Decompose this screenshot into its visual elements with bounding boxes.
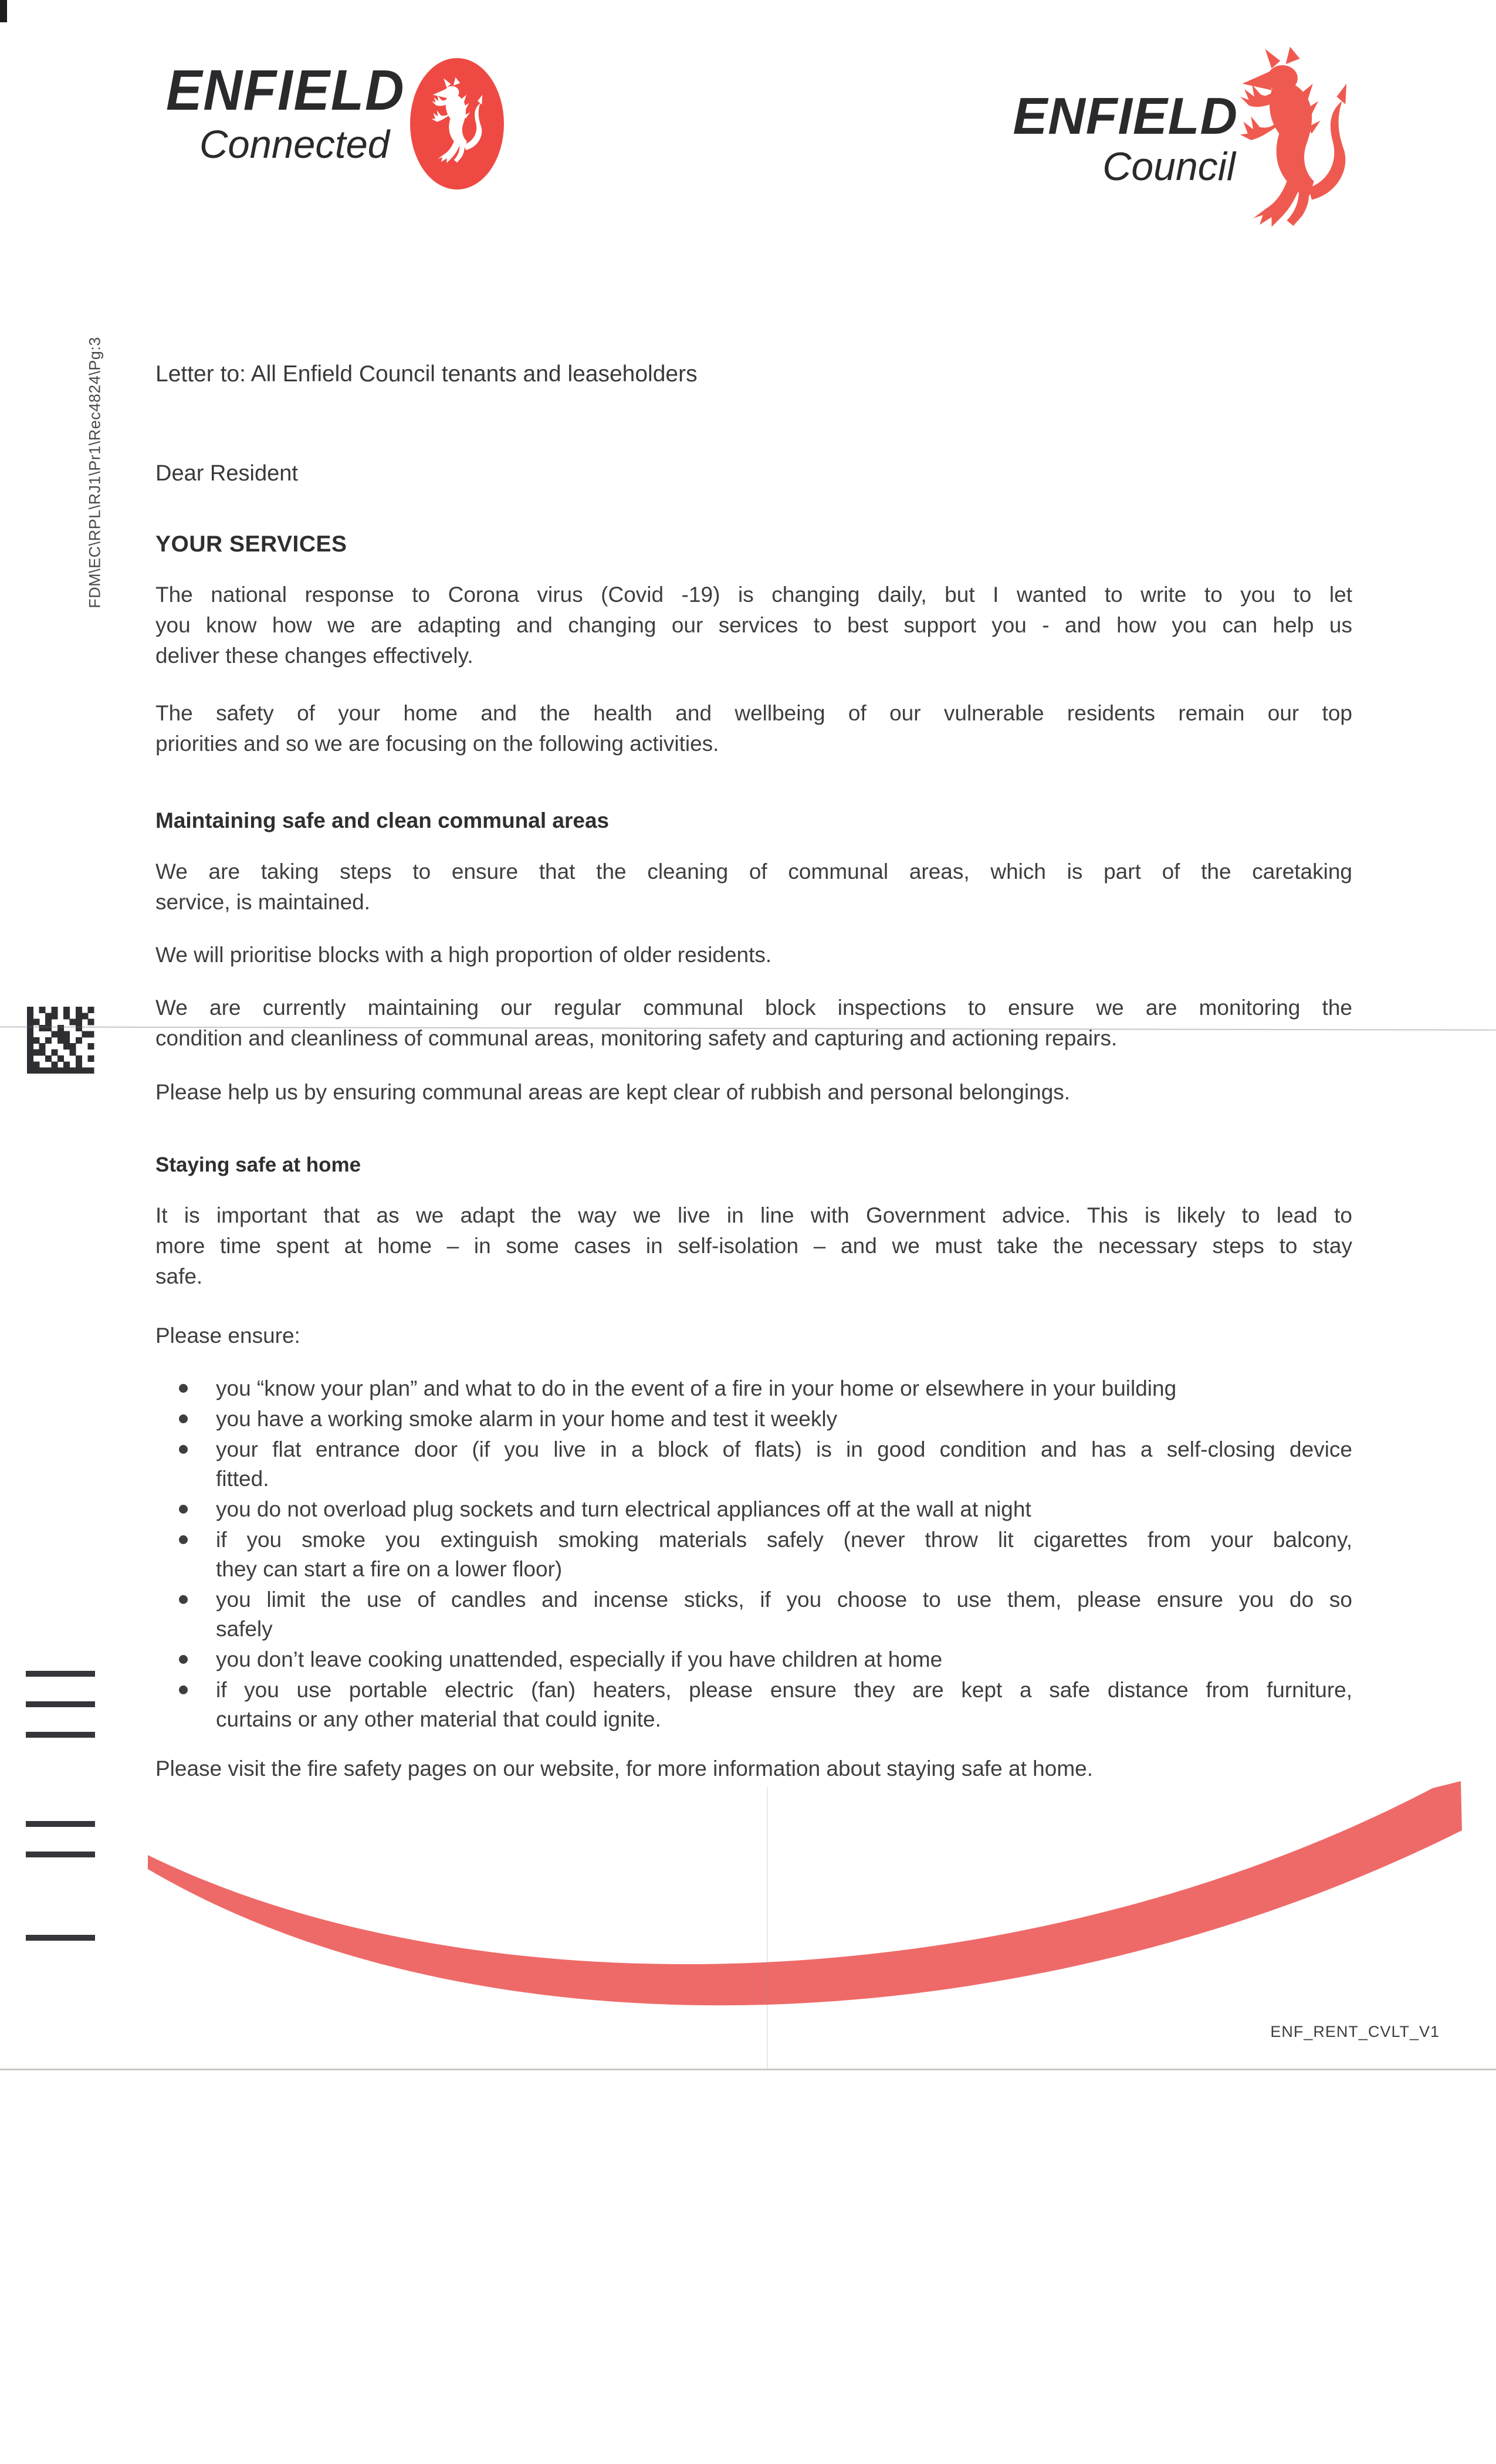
bullet-text: curtains or any other material that could ignite. <box>216 1707 661 1731</box>
paragraph-line: It is important that as we adapt the way we live in line with Government advice. This is likely to lead to <box>155 1203 1352 1227</box>
bullet-text: you don’t leave cooking unattended, especially if you have children at home <box>216 1647 943 1671</box>
bullet-text: fitted. <box>216 1467 269 1491</box>
paragraph-line: We are taking steps to ensure that the cleaning of communal areas, which is part of the caretaking <box>155 859 1352 884</box>
paragraph-line: priorities and so we are focusing on the following activities. <box>155 732 719 756</box>
heading-your-services: YOUR SERVICES <box>155 532 347 557</box>
paragraph-line: safe. <box>155 1264 203 1288</box>
registration-dash <box>26 1935 95 1941</box>
heading-communal-areas: Maintaining safe and clean communal areas <box>155 808 610 832</box>
registration-dash <box>26 1852 95 1857</box>
registration-dash <box>26 1671 95 1677</box>
paragraph-line: The national response to Corona virus (Covid -19) is changing daily, but I wanted to write to you to let <box>155 583 1352 607</box>
closing-line: Please visit the fire safety pages on our website, for more information about staying safe at home. <box>155 1756 1094 1781</box>
paragraph-line: more time spent at home – in some cases in self-isolation – and we must take the necessary steps to stay <box>155 1234 1352 1258</box>
registration-dash <box>26 1821 95 1827</box>
list-item <box>155 1585 1352 1644</box>
left-logo-emblem <box>410 58 504 189</box>
right-logo-wordmark: ENFIELD <box>1013 87 1238 145</box>
paragraph-line: service, is maintained. <box>155 890 371 914</box>
addressee-line: Letter to: All Enfield Council tenants and leaseholders <box>155 361 698 387</box>
bullet-text: your flat entrance door (if you live in a block of flats) is in good condition and has a self-closing device <box>216 1437 1352 1461</box>
paragraph <box>155 993 1352 1054</box>
list-item <box>155 1435 1352 1494</box>
paragraph <box>155 1200 1352 1292</box>
bullet-text: you have a working smoke alarm in your home and test it weekly <box>216 1407 838 1431</box>
left-logo-wordmark: ENFIELD <box>166 58 405 122</box>
list-item <box>155 1404 1352 1434</box>
list-item <box>155 1525 1352 1584</box>
paragraph-line: condition and cleanliness of communal areas, monitoring safety and capturing and actioning repairs. <box>155 1026 1118 1050</box>
registration-dash <box>26 1732 95 1738</box>
list-item <box>155 1676 1352 1734</box>
bullet-text: you do not overload plug sockets and turn electrical appliances off at the wall at night <box>216 1497 1031 1521</box>
paragraph-line: deliver these changes effectively. <box>155 644 473 668</box>
paragraph-line: The safety of your home and the health and wellbeing of our vulnerable residents remain our top <box>155 701 1352 725</box>
bullet-text: if you use portable electric (fan) heaters, please ensure they are kept a safe distance from furniture, <box>216 1678 1352 1702</box>
red-swoosh <box>148 1781 1462 2005</box>
red-oval <box>410 58 504 189</box>
scan-corner-mark <box>0 0 7 22</box>
registration-dash <box>26 1701 95 1707</box>
bullet-text: they can start a fire on a lower floor) <box>216 1557 563 1581</box>
white-beast-icon <box>432 77 482 163</box>
list-item <box>155 1374 1352 1403</box>
scan-bottom-edge-line <box>0 2069 1496 2070</box>
scan-vertical-artifact <box>767 1787 768 2069</box>
right-logo-emblem <box>1240 47 1346 227</box>
bullet-text: safely <box>216 1617 273 1641</box>
datamatrix-barcode-icon <box>26 1007 94 1074</box>
red-beast-icon <box>1240 47 1346 227</box>
please-ensure-line: Please ensure: <box>155 1324 300 1348</box>
bullet-text: you limit the use of candles and incense sticks, if you choose to use them, please ensure you do so <box>216 1588 1352 1612</box>
list-item <box>155 1645 1352 1674</box>
fire-safety-bullet-list <box>155 1374 1352 1735</box>
heading-staying-safe: Staying safe at home <box>155 1153 361 1176</box>
paragraph-line: We are currently maintaining our regular communal block inspections to ensure we are monitoring the <box>155 996 1352 1020</box>
paragraph <box>155 580 1352 671</box>
left-logo-tagline: Connected <box>199 123 390 167</box>
paragraph <box>155 857 1352 918</box>
paragraph-line: you know how we are adapting and changing our services to best support you - and how you can help us <box>155 613 1352 637</box>
paragraph-line: Please help us by ensuring communal areas are kept clear of rubbish and personal belongings. <box>155 1080 1071 1104</box>
right-logo <box>962 88 1238 189</box>
paragraph <box>155 698 1352 759</box>
document-code: ENF_RENT_CVLT_V1 <box>1270 2023 1440 2040</box>
list-item <box>155 1495 1352 1524</box>
paragraph <box>155 1077 1352 1108</box>
paragraph-line: We will prioritise blocks with a high proportion of older residents. <box>155 943 772 967</box>
salutation: Dear Resident <box>155 461 298 486</box>
bullet-text: if you smoke you extinguish smoking materials safely (never throw lit cigarettes from your balcony, <box>216 1528 1352 1552</box>
print-spool-code: FDM\EC\RPL\RJ1\Pr1\Rec4824\Pg:3 <box>86 337 104 608</box>
paragraph <box>155 940 1352 970</box>
right-logo-tagline: Council <box>1102 144 1236 189</box>
bullet-text: you “know your plan” and what to do in the event of a fire in your home or elsewhere in your building <box>216 1376 1177 1400</box>
